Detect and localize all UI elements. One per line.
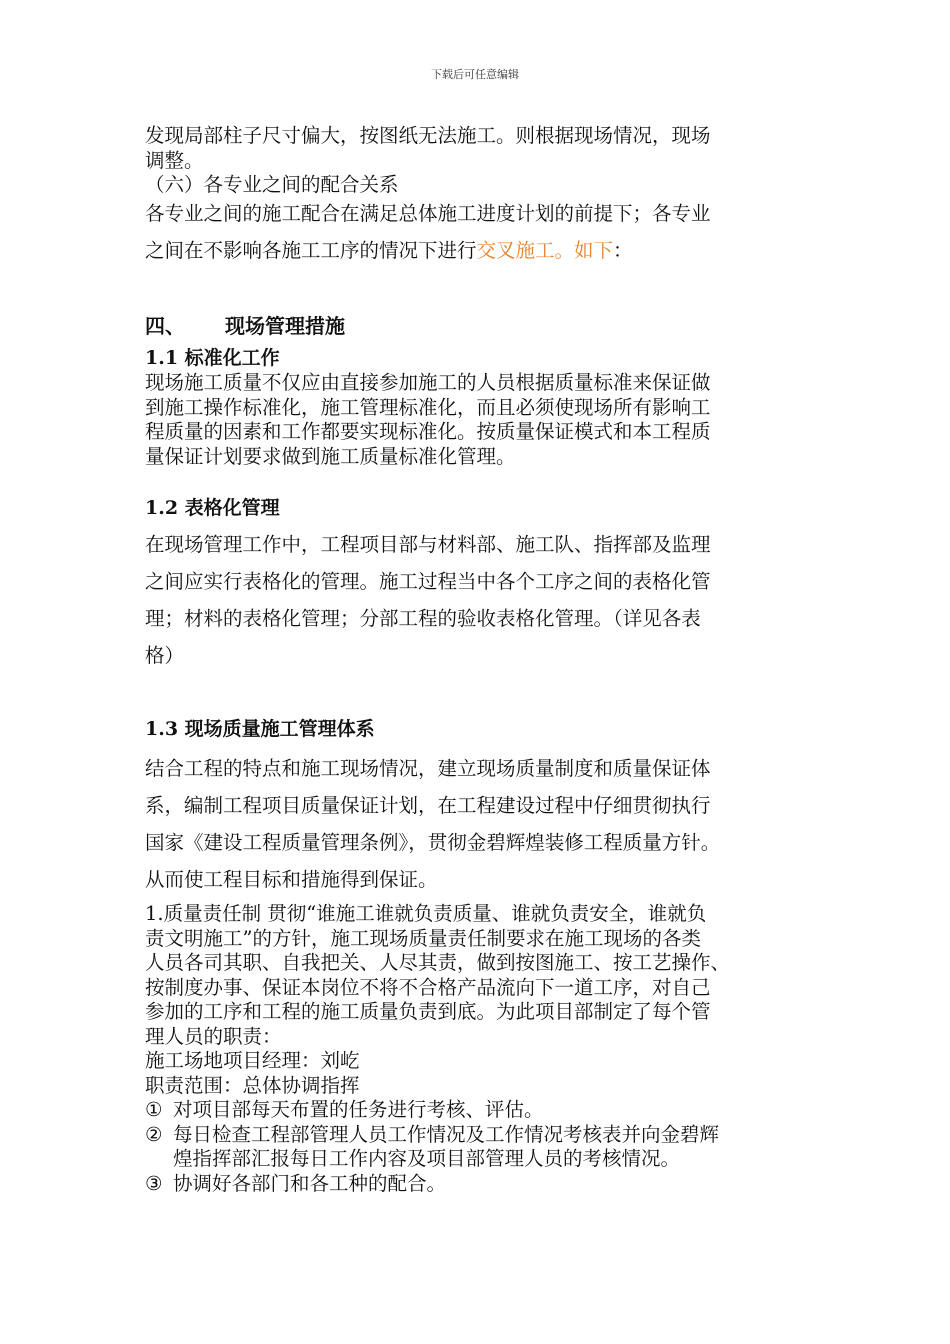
- list-marker: ③: [145, 1171, 163, 1195]
- paragraph-line: 1.质量责任制 贯彻“谁施工谁就负责质量、谁就负责安全，谁就负: [145, 902, 707, 925]
- section-1-2-body: [145, 526, 711, 674]
- paragraph-line: 量保证计划要求做到施工质量标准化管理。: [145, 444, 516, 468]
- paragraph-line: 责文明施工”的方针，施工现场质量责任制要求在施工现场的各类: [145, 926, 701, 950]
- paragraph-line: 参加的工序和工程的施工质量负责到底。为此项目部制定了每个管: [145, 1000, 711, 1023]
- paragraph-line: 到施工操作标准化，施工管理标准化，而且必须使现场所有影响工: [145, 395, 711, 419]
- section-1-3-body: [145, 750, 720, 898]
- paragraph-line: 现场施工质量不仅应由直接参加施工的人员根据质量标准来保证做: [145, 371, 711, 394]
- paragraph-line: 格）: [145, 644, 185, 667]
- responsibility-block: [145, 902, 730, 1196]
- subsection-title: 1.3 现场质量施工管理体系: [145, 718, 375, 740]
- paragraph-line: 各专业之间的施工配合在满足总体施工进度计划的前提下；各专业: [145, 202, 711, 225]
- list-item-continuation: 煌指挥部汇报每日工作内容及项目部管理人员的考核情况。: [173, 1147, 681, 1170]
- list-item-text: 每日检查工程部管理人员工作情况及工作情况考核表并向金碧辉: [173, 1122, 720, 1146]
- paragraph-line: 理人员的职责：: [145, 1024, 282, 1048]
- list-item: [145, 1123, 730, 1148]
- subsection-title: 1.1 标准化工作: [145, 347, 280, 369]
- paragraph-line: 之间应实行表格化的管理。施工过程当中各个工序之间的表格化管: [145, 570, 711, 593]
- paragraph-line: 发现局部柱子尺寸偏大，按图纸无法施工。则根据现场情况，现场: [145, 124, 711, 147]
- paragraph-line: 程质量的因素和工作都要实现标准化。按质量保证模式和本工程质: [145, 420, 711, 443]
- text-span: 之间在不影响各施工工序的情况下进行: [145, 239, 477, 262]
- manager-line: 施工场地项目经理：刘屹: [145, 1049, 360, 1072]
- paragraph-line: 按制度办事、保证本岗位不将不合格产品流向下一道工序，对自己: [145, 975, 711, 999]
- list-item: [145, 1172, 730, 1197]
- list-item-text: 对项目部每天布置的任务进行考核、评估。: [173, 1098, 544, 1121]
- section-title-text: 现场管理措施: [225, 314, 345, 338]
- section-1-2: [145, 495, 280, 521]
- section-1-3: [145, 716, 375, 742]
- section-number: 四、: [145, 314, 185, 338]
- text-span: ：: [613, 239, 633, 262]
- paragraph-line: 调整。: [145, 148, 204, 172]
- section-heading: [145, 310, 345, 339]
- section-title: [145, 310, 345, 339]
- paragraph-line: 理；材料的表格化管理；分部工程的验收表格化管理。（详见各表: [145, 607, 701, 630]
- list-marker: ②: [145, 1122, 163, 1146]
- highlight-link[interactable]: 交叉施工。如下: [476, 239, 614, 262]
- intro-paragraph: [145, 195, 711, 269]
- paragraph-line: 从而使工程目标和措施得到保证。: [145, 868, 438, 891]
- intro-block: [145, 124, 711, 198]
- subsection-title: 1.2 表格化管理: [145, 497, 280, 519]
- paragraph-line: [145, 232, 711, 269]
- list-item: [145, 1098, 730, 1123]
- paragraph-line: 国家《建设工程质量管理条例》，贯彻金碧辉煌装修工程质量方针。: [145, 831, 721, 854]
- page-header: 下载后可任意编辑: [431, 68, 519, 81]
- paragraph-line: 结合工程的特点和施工现场情况，建立现场质量制度和质量保证体: [145, 757, 711, 780]
- paragraph-line: 人员各司其职、自我把关、人尽其责，做到按图施工、按工艺操作、: [145, 951, 731, 974]
- list-item-text: 协调好各部门和各工种的配合。: [173, 1171, 447, 1195]
- scope-line: 职责范围：总体协调指挥: [145, 1073, 360, 1097]
- section-1-1: [145, 345, 711, 469]
- paragraph-line: 系，编制工程项目质量保证计划，在工程建设过程中仔细贯彻执行: [145, 794, 711, 817]
- paragraph-line: 在现场管理工作中，工程项目部与材料部、施工队、指挥部及监理: [145, 533, 711, 556]
- list-marker: ①: [145, 1098, 163, 1121]
- sub-heading: （六）各专业之间的配合关系: [145, 173, 399, 196]
